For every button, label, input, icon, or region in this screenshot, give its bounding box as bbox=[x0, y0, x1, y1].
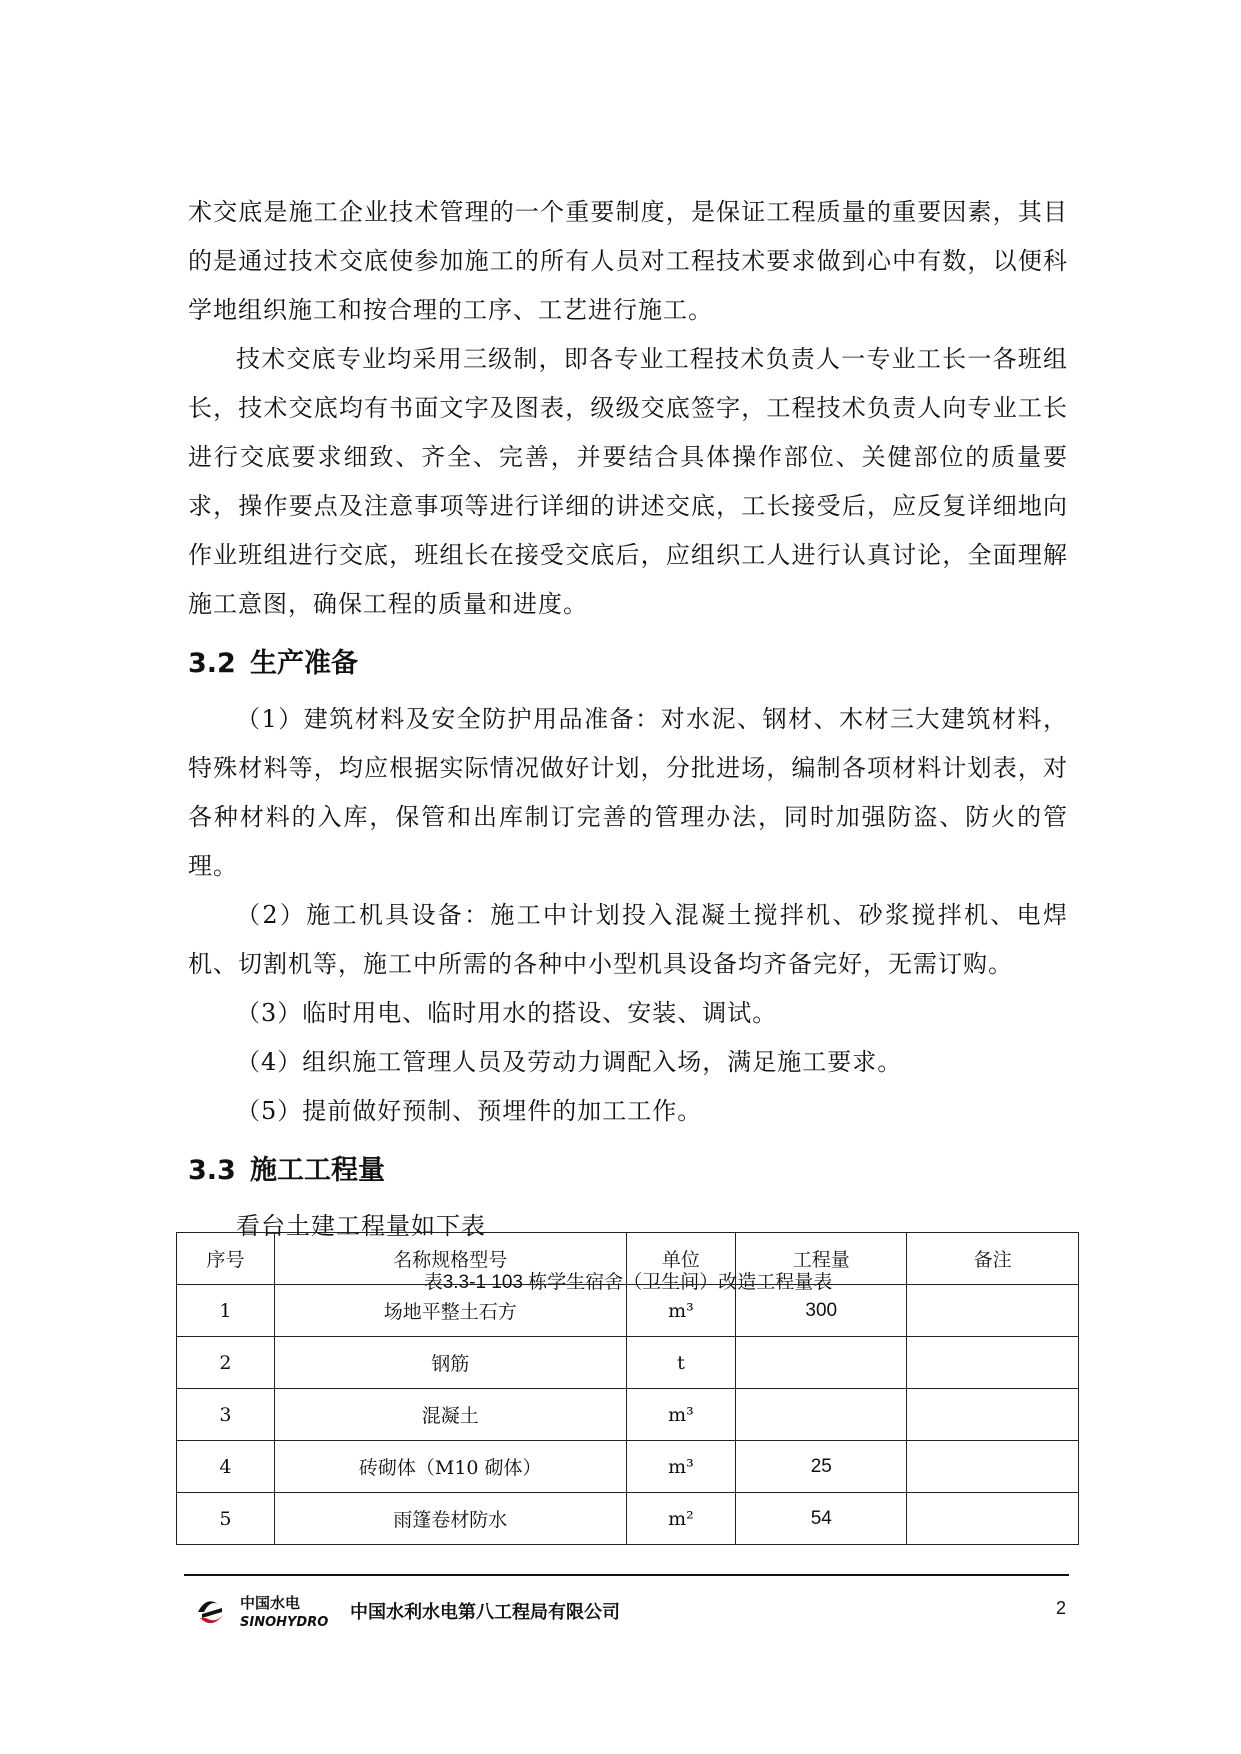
table-header-cell: 备注 bbox=[907, 1233, 1079, 1285]
table-cell: 4 bbox=[177, 1441, 275, 1493]
table-header-row bbox=[177, 1233, 1079, 1285]
section-title: 施工工程量 bbox=[250, 1155, 385, 1186]
list-item: （2）施工机具设备：施工中计划投入混凝土搅拌机、砂浆搅拌机、电焊机、切割机等，施工中所需的各种中小型机具设备均齐备完好，无需订购。 bbox=[188, 901, 1068, 978]
table-cell: m³ bbox=[626, 1285, 736, 1337]
logo-en-text: SINOHYDRO bbox=[240, 1615, 329, 1630]
footer-divider bbox=[184, 1574, 1069, 1576]
table-cell bbox=[736, 1389, 907, 1441]
company-name: 中国水利水电第八工程局有限公司 bbox=[350, 1602, 620, 1623]
table-cell: 5 bbox=[177, 1493, 275, 1545]
section-heading bbox=[188, 1146, 1068, 1196]
quantity-table bbox=[176, 1232, 1079, 1545]
table-header-cell: 工程量 bbox=[736, 1233, 907, 1285]
table-cell bbox=[907, 1285, 1079, 1337]
table-cell bbox=[736, 1337, 907, 1389]
page-content bbox=[188, 188, 1068, 1296]
table-cell: 25 bbox=[736, 1441, 907, 1493]
logo-cn-text: 中国水电 bbox=[240, 1594, 301, 1612]
table-cell: m³ bbox=[626, 1441, 736, 1493]
table-cell: m³ bbox=[626, 1389, 736, 1441]
section-number: 3.2 bbox=[188, 648, 236, 679]
table-row bbox=[177, 1441, 1079, 1493]
table-row bbox=[177, 1493, 1079, 1545]
table-header-cell: 序号 bbox=[177, 1233, 275, 1285]
table-row bbox=[177, 1337, 1079, 1389]
table-caption: 表3.3-1 103 栋学生宿舍（卫生间）改造工程量表 bbox=[423, 1272, 833, 1293]
section-heading bbox=[188, 639, 1068, 689]
table-cell bbox=[907, 1493, 1079, 1545]
list-item: （5）提前做好预制、预埋件的加工工作。 bbox=[236, 1097, 703, 1125]
list-item: （3）临时用电、临时用水的搭设、安装、调试。 bbox=[236, 999, 778, 1027]
section-intro: 看台土建工程量如下表 bbox=[236, 1212, 486, 1240]
section-number: 3.3 bbox=[188, 1155, 236, 1186]
table-row bbox=[177, 1285, 1079, 1337]
table-cell: m² bbox=[626, 1493, 736, 1545]
table-cell: t bbox=[626, 1337, 736, 1389]
table-cell bbox=[907, 1389, 1079, 1441]
paragraph: 术交底是施工企业技术管理的一个重要制度，是保证工程质量的重要因素，其目的是通过技术交底使参加施工的所有人员对工程技术要求做到心中有数，以便科学地组织施工和按合理的工序、工艺进行施工。 bbox=[188, 198, 1068, 324]
table-cell: 300 bbox=[736, 1285, 907, 1337]
sinohydro-logo bbox=[192, 1590, 332, 1632]
table-cell bbox=[907, 1441, 1079, 1493]
paragraph: 技术交底专业均采用三级制，即各专业工程技术负责人一专业工长一各班组长，技术交底均有书面文字及图表，级级交底签字，工程技术负责人向专业工长进行交底要求细致、齐全、完善，并要结合具体操作部位、关健部位的质量要求，操作要点及注意事项等进行详细的讲述交底，工长接受后，应反复详细地向作业班组进行交底，班组长在接受交底后，应组织工人进行认真讨论，全面理解施工意图，确保工程的质量和进度。 bbox=[188, 345, 1068, 618]
table-cell: 2 bbox=[177, 1337, 275, 1389]
table-cell: 砖砌体（M10 砌体） bbox=[274, 1441, 626, 1493]
table-header-cell: 名称规格型号 bbox=[274, 1233, 626, 1285]
table-cell: 雨篷卷材防水 bbox=[274, 1493, 626, 1545]
table-cell bbox=[907, 1337, 1079, 1389]
table-cell: 1 bbox=[177, 1285, 275, 1337]
table-cell: 钢筋 bbox=[274, 1337, 626, 1389]
table-header-cell: 单位 bbox=[626, 1233, 736, 1285]
list-item: （4）组织施工管理人员及劳动力调配入场，满足施工要求。 bbox=[236, 1048, 903, 1076]
table-cell: 3 bbox=[177, 1389, 275, 1441]
page-number: 2 bbox=[1056, 1598, 1067, 1618]
table-row bbox=[177, 1389, 1079, 1441]
section-title: 生产准备 bbox=[250, 648, 358, 679]
table-cell: 54 bbox=[736, 1493, 907, 1545]
list-item: （1）建筑材料及安全防护用品准备：对水泥、钢材、木材三大建筑材料，特殊材料等，均应根据实际情况做好计划，分批进场，编制各项材料计划表，对各种材料的入库，保管和出库制订完善的管理办法，同时加强防盗、防火的管理。 bbox=[188, 705, 1068, 880]
table-cell: 混凝土 bbox=[274, 1389, 626, 1441]
table-cell: 场地平整土石方 bbox=[274, 1285, 626, 1337]
